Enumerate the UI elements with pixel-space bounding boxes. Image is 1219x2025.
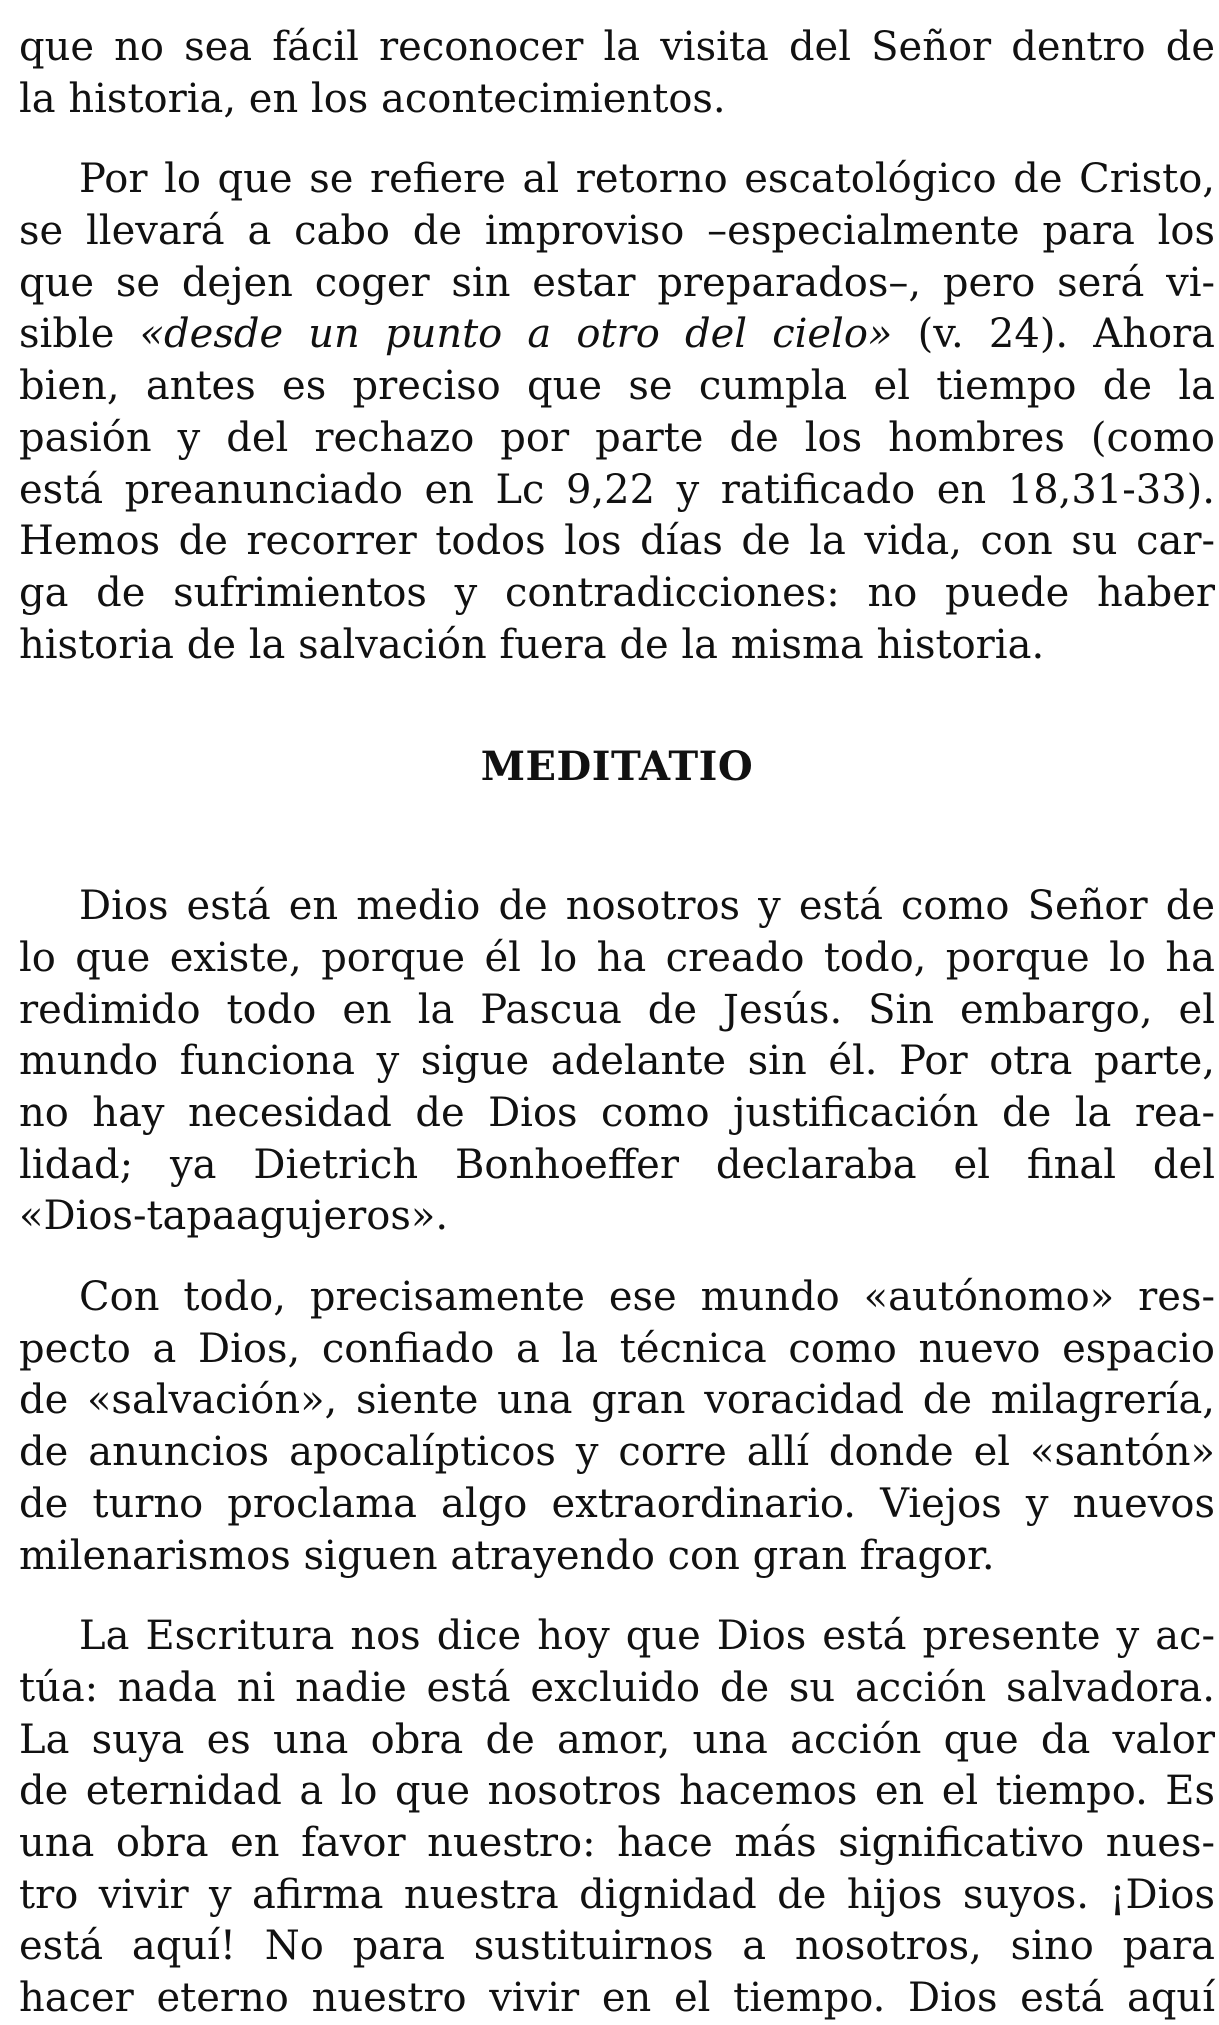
paragraph-2 [19,154,1215,671]
text-line: de «salvación», siente una gran voracidad de milagrería, [19,1377,1215,1424]
text-segment: (v. 24). Ahora [892,311,1216,358]
text-line: túa: nada ni nadie está excluido de su acción salvadora. [19,1664,1215,1711]
text-line: tro vivir y afirma nuestra dignidad de hijos suyos. ¡Dios [19,1871,1215,1918]
text-line: pasión y del rechazo por parte de los hombres (como [19,414,1215,461]
text-line: bien, antes es preciso que se cumpla el tiempo de la [19,363,1215,410]
paragraph-4 [19,1272,1215,1582]
section-heading: MEDITATIO [480,743,754,791]
text-line: La Escritura nos dice hoy que Dios está presente y ac- [79,1613,1215,1660]
text-line: hacer eterno nuestro vivir en el tiempo. Dios está aquí [19,1975,1215,2021]
text-line: Con todo, precisamente ese mundo «autónomo» res- [79,1274,1215,1321]
text-line: se llevará a cabo de improviso –especialmente para los [19,208,1215,255]
text-line: de turno proclama algo extraordinario. Viejos y nuevos [19,1480,1215,1527]
text-line: pecto a Dios, confiado a la técnica como nuevo espacio [19,1325,1215,1372]
text-line: lidad; ya Dietrich Bonhoeffer declaraba el final del [19,1141,1215,1188]
text-line: lo que existe, porque él lo ha creado todo, porque lo ha [19,934,1215,981]
text-line-with-quote [19,309,1215,361]
text-line: mundo funciona y sigue adelante sin él. Por otra parte, [19,1038,1215,1085]
text-line: está aquí! No para sustituirnos a nosotros, sino para [19,1923,1215,1970]
text-line: que se dejen coger sin estar preparados–, pero será vi- [19,259,1215,306]
text-line: una obra en favor nuestro: hace más significativo nues- [19,1819,1215,1866]
text-line: ga de sufrimientos y contradicciones: no puede haber [19,569,1215,616]
paragraph-3 [19,881,1215,1243]
text-line: «Dios-tapaagujeros». [19,1193,449,1240]
text-line: la historia, en los acontecimientos. [19,75,726,122]
italic-quote: «desde un punto a otro del cielo» [139,311,893,358]
text-line: que no sea fácil reconocer la visita del Señor dentro de [19,24,1215,70]
paragraph-1 [19,22,1215,125]
text-line: historia de la salvación fuera de la misma historia. [19,621,1045,668]
text-line: milenarismos siguen atrayendo con gran fragor. [19,1532,995,1579]
text-line: La suya es una obra de amor, una acción que da valor [19,1716,1215,1763]
text-line: Hemos de recorrer todos los días de la vida, con su car- [19,518,1215,565]
text-line: Por lo que se refiere al retorno escatológico de Cristo, [79,156,1215,203]
document-page [19,22,1215,2025]
section-heading-block [19,671,1215,881]
text-line: redimido todo en la Pascua de Jesús. Sin embargo, el [19,986,1215,1033]
text-line: de eternidad a lo que nosotros hacemos en el tiempo. Es [19,1768,1215,1815]
text-line: no hay necesidad de Dios como justificación de la rea- [19,1090,1215,1136]
text-line: está preanunciado en Lc 9,22 y ratificado en 18,31-33). [19,466,1215,513]
text-segment: sible [19,311,140,358]
text-line: Dios está en medio de nosotros y está como Señor de [79,883,1215,930]
paragraph-5 [19,1611,1215,2025]
text-line: de anuncios apocalípticos y corre allí donde el «santón» [19,1429,1215,1476]
